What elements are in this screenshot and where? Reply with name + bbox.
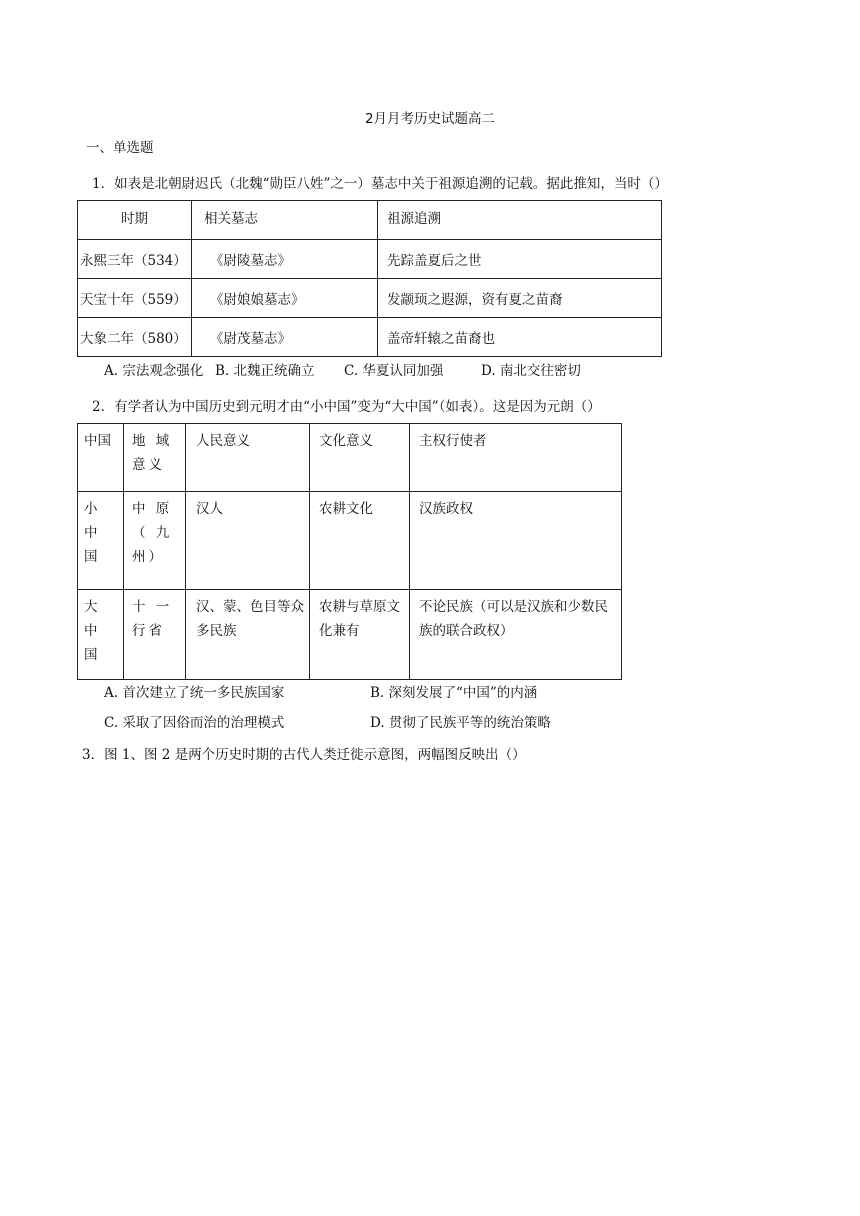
table-cell: 大象二年（580） xyxy=(78,318,192,357)
table-cell: 农耕与草原文化兼有 xyxy=(310,590,410,680)
table-cell: 农耕文化 xyxy=(310,492,410,590)
table-header-cell: 地 域 意义 xyxy=(124,424,186,492)
table-cell: 《尉陵墓志》 xyxy=(192,240,378,279)
question-3-stem: 3．图 1、图 2 是两个历史时期的古代人类迁徙示意图，两幅图反映出（） xyxy=(82,747,526,763)
page-title: 2月月考历史试题高二 xyxy=(364,111,496,127)
option-c[interactable]: C. 华夏认同加强 xyxy=(344,363,444,379)
table-header-cell: 人民意义 xyxy=(186,424,310,492)
option-b[interactable]: B. 深刻发展了“中国”的内涵 xyxy=(370,685,538,701)
option-a[interactable]: A. 宗法观念强化 xyxy=(104,363,204,379)
option-c[interactable]: C. 采取了因俗而治的治理模式 xyxy=(104,715,285,731)
table-cell: 天宝十年（559） xyxy=(78,279,192,318)
table-row xyxy=(78,492,622,590)
table-cell: 《尉茂墓志》 xyxy=(192,318,378,357)
table-header-cell: 时期 xyxy=(78,201,192,240)
table-cell: 十 一 行省 xyxy=(124,590,186,680)
table-row xyxy=(78,279,662,318)
table-header-cell: 相关墓志 xyxy=(192,201,378,240)
table-cell: 先踪盖夏后之世 xyxy=(378,240,662,279)
table-cell: 不论民族（可以是汉族和少数民族的联合政权） xyxy=(410,590,622,680)
table-row xyxy=(78,240,662,279)
table-row xyxy=(78,318,662,357)
table-header-cell: 中国 xyxy=(78,424,124,492)
table-cell: 《尉娘娘墓志》 xyxy=(192,279,378,318)
table-header-cell: 主权行使者 xyxy=(410,424,622,492)
option-a[interactable]: A. 首次建立了统一多民族国家 xyxy=(104,685,285,701)
table-cell: 永熙三年（534） xyxy=(78,240,192,279)
table-row xyxy=(78,590,622,680)
question-1-stem: 1．如表是北朝尉迟氏（北魏“勋臣八姓”之一）墓志中关于祖源追溯的记载。据此推知，当时（） xyxy=(92,176,668,192)
question-1-table xyxy=(77,200,662,357)
question-2-stem: 2．有学者认为中国历史到元明才由“小中国”变为“大中国”（如表）。这是因为元朗（） xyxy=(92,399,601,415)
table-cell: 中 原 （ 九 州） xyxy=(124,492,186,590)
table-header-cell: 祖源追溯 xyxy=(378,201,662,240)
table-cell: 汉人 xyxy=(186,492,310,590)
table-cell: 汉族政权 xyxy=(410,492,622,590)
table-cell: 大中国 xyxy=(78,590,124,680)
table-cell: 汉、蒙、色目等众多民族 xyxy=(186,590,310,680)
table-cell: 小中国 xyxy=(78,492,124,590)
question-2-table xyxy=(77,423,622,680)
section-heading: 一、单选题 xyxy=(86,140,154,156)
table-cell: 发颛顼之遐源，资有夏之苗裔 xyxy=(378,279,662,318)
option-b[interactable]: B. 北魏正统确立 xyxy=(215,363,315,379)
table-cell: 盖帝轩辕之苗裔也 xyxy=(378,318,662,357)
table-header-cell: 文化意义 xyxy=(310,424,410,492)
table-header-row xyxy=(78,201,662,240)
option-d[interactable]: D. 南北交往密切 xyxy=(481,363,581,379)
option-d[interactable]: D. 贯彻了民族平等的统治策略 xyxy=(370,715,551,731)
table-header-row xyxy=(78,424,622,492)
